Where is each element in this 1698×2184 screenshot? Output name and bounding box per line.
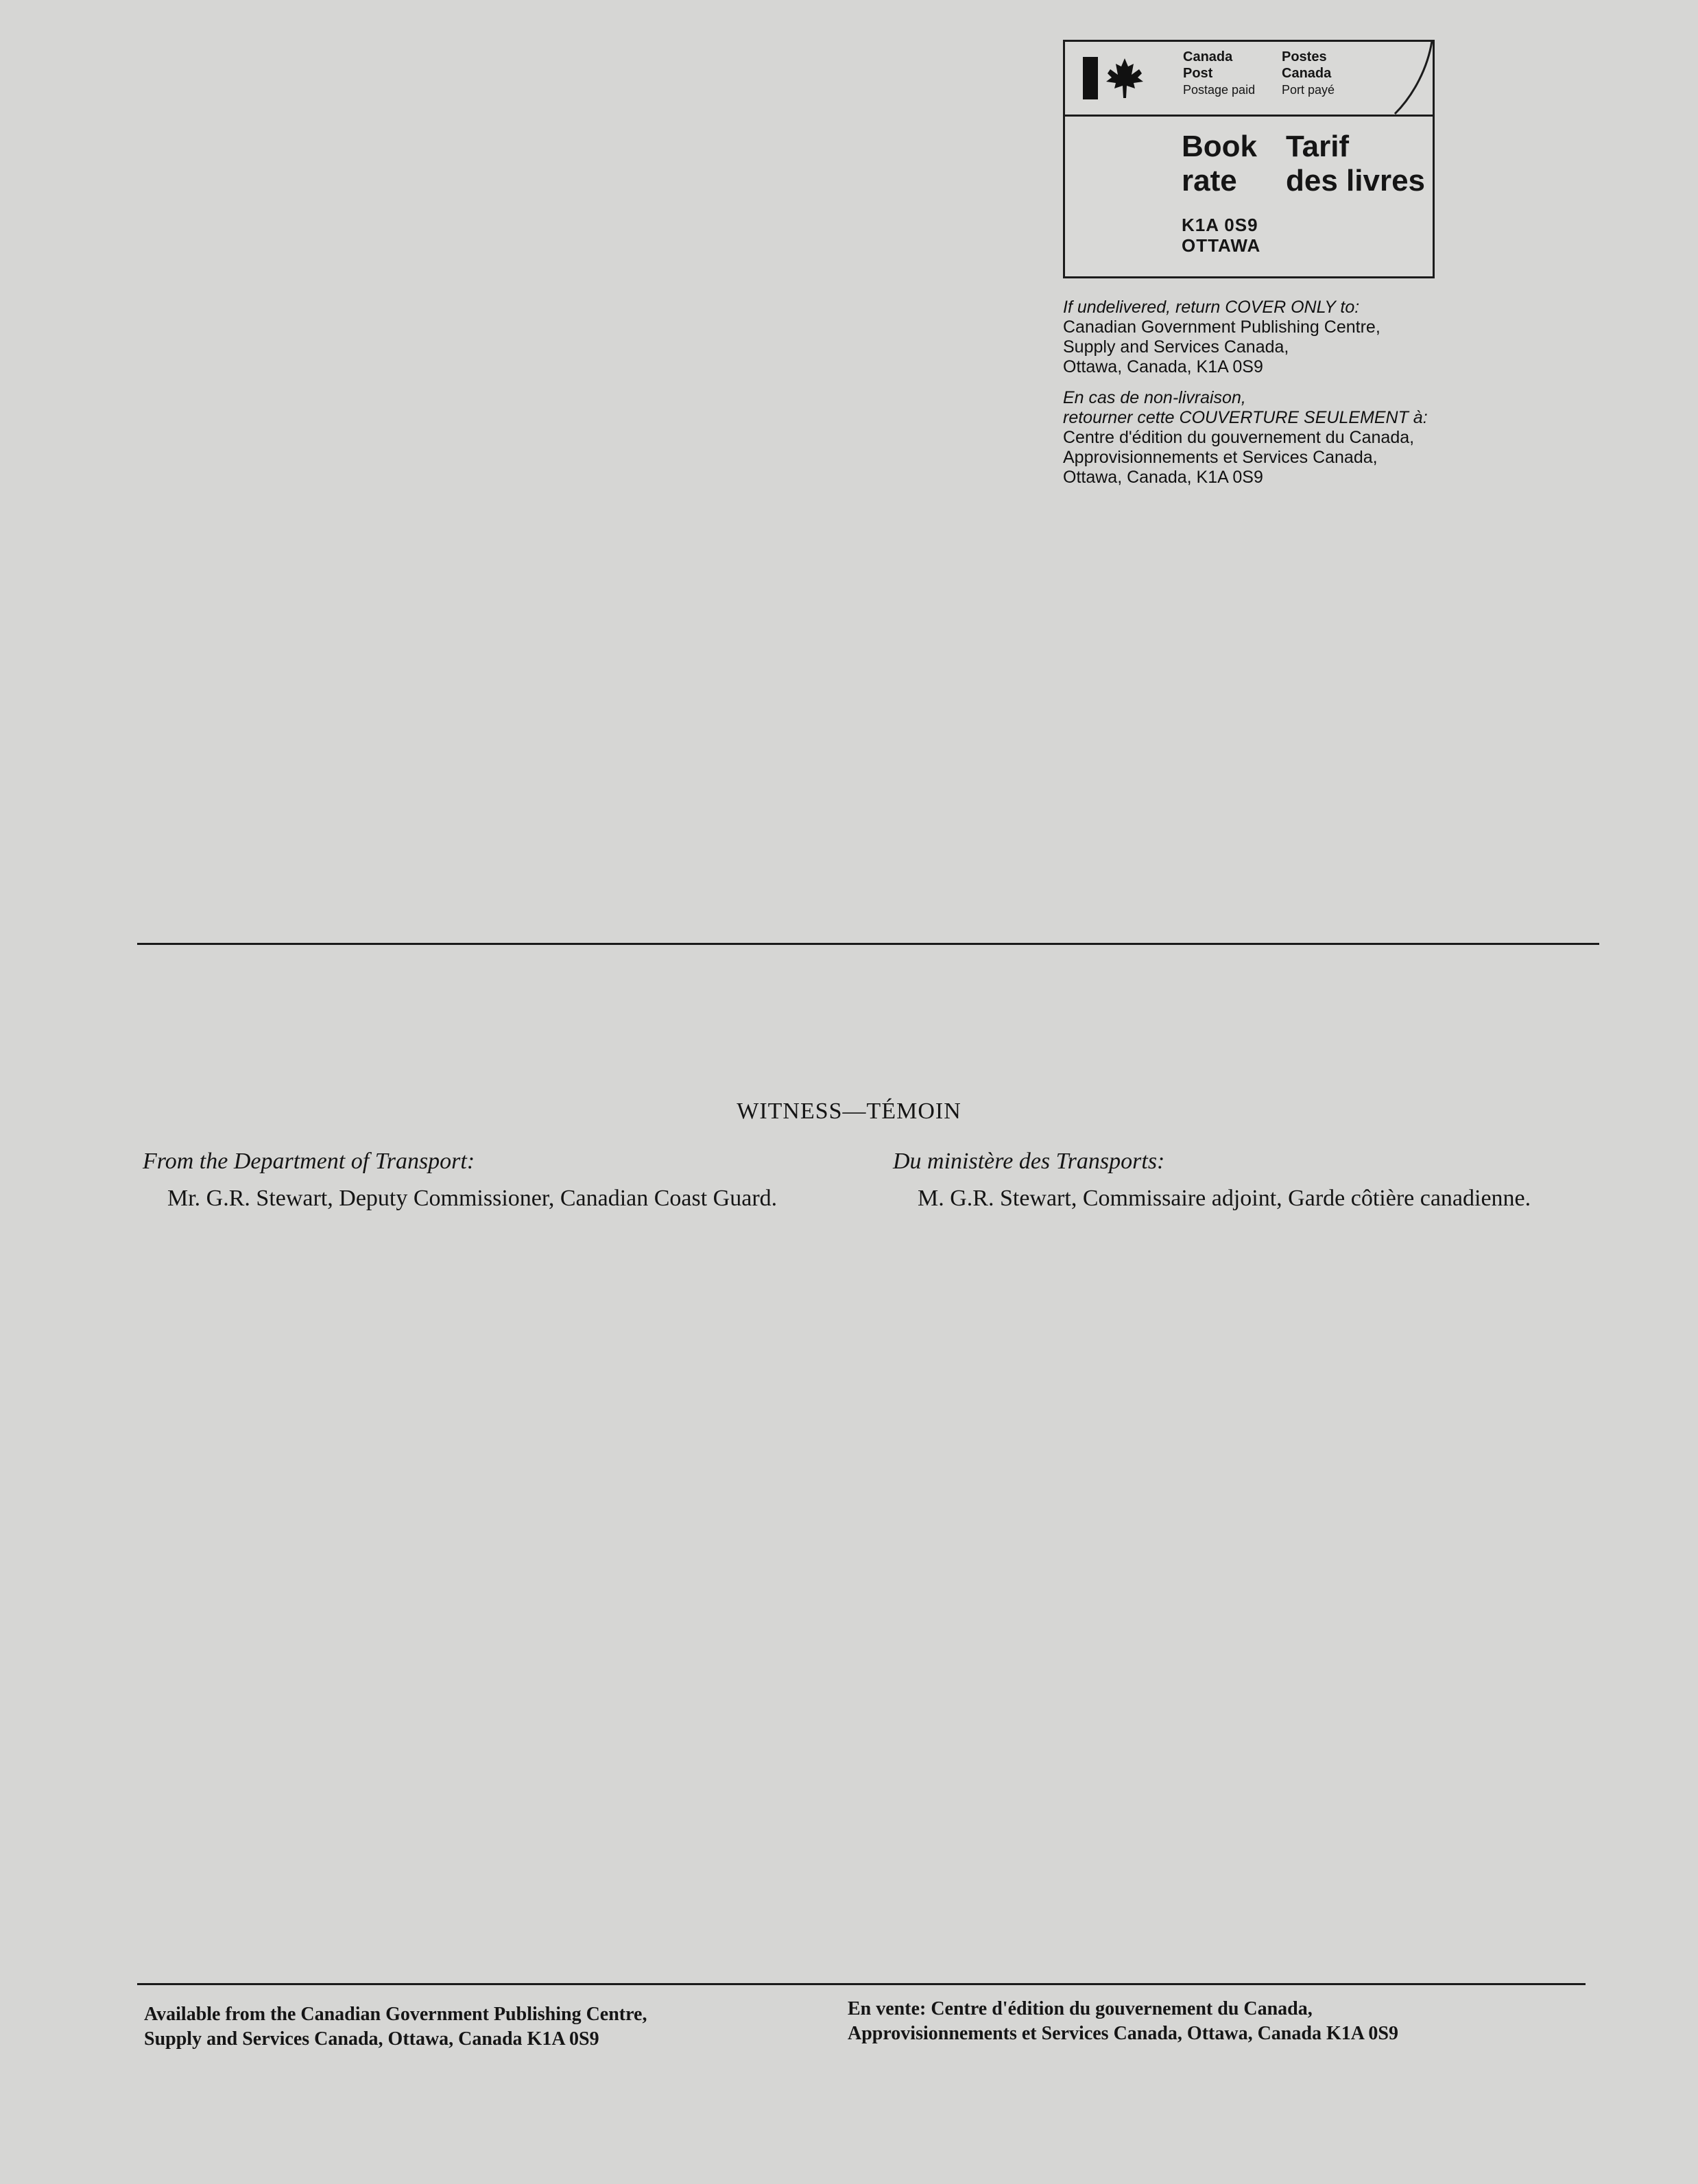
department-en: From the Department of Transport: xyxy=(143,1149,475,1174)
post-fr-label: Postes Canada Port payé xyxy=(1282,49,1335,97)
postal-code: K1A 0S9 xyxy=(1182,215,1258,235)
return-fr-line5: Ottawa, Canada, K1A 0S9 xyxy=(1063,468,1263,487)
post-en-label: Canada Post Postage paid xyxy=(1183,49,1256,97)
postage-header xyxy=(1065,42,1433,117)
book-rate-fr: Tarif des livres xyxy=(1286,130,1426,197)
postage-indicia xyxy=(1063,40,1435,278)
return-fr-line1: En cas de non-livraison, xyxy=(1063,388,1246,407)
return-en-line3: Supply and Services Canada, xyxy=(1063,337,1289,357)
upper-divider xyxy=(137,943,1599,945)
witness-en-column xyxy=(143,1147,856,1214)
witness-fr: M. G.R. Stewart, Commissaire adjoint, Garde côtière canadienne. xyxy=(918,1186,1531,1211)
witness-heading: WITNESS—TÉMOIN xyxy=(737,1099,961,1124)
corner-curve xyxy=(1394,40,1435,117)
return-en-line1: If undelivered, return COVER ONLY to: xyxy=(1063,298,1360,317)
availability-en: Available from the Canadian Government Publishing Centre, Supply and Services Canada, Ottawa, Canada K1A 0S9 xyxy=(144,2004,647,2050)
witness-fr-column xyxy=(893,1147,1599,1214)
canada-flag-icon xyxy=(1083,57,1164,99)
postal-city: OTTAWA xyxy=(1182,235,1261,256)
return-address xyxy=(1063,298,1543,488)
availability-fr: En vente: Centre d'édition du gouvernement du Canada, Approvisionnements et Services Canada, Ottawa, Canada K1A 0S9 xyxy=(848,1998,1398,2044)
bleed-through-left xyxy=(130,165,857,1961)
lower-divider xyxy=(137,1983,1586,1985)
department-fr: Du ministère des Transports: xyxy=(893,1149,1165,1174)
return-en-line4: Ottawa, Canada, K1A 0S9 xyxy=(1063,357,1263,376)
return-fr-line3: Centre d'édition du gouvernement du Canada, xyxy=(1063,428,1415,447)
return-fr-line2: retourner cette COUVERTURE SEULEMENT à: xyxy=(1063,408,1428,427)
witness-en: Mr. G.R. Stewart, Deputy Commissioner, Canadian Coast Guard. xyxy=(167,1186,778,1211)
return-en-line2: Canadian Government Publishing Centre, xyxy=(1063,317,1380,337)
return-fr-line4: Approvisionnements et Services Canada, xyxy=(1063,448,1378,467)
book-rate-en: Book rate xyxy=(1182,130,1257,197)
